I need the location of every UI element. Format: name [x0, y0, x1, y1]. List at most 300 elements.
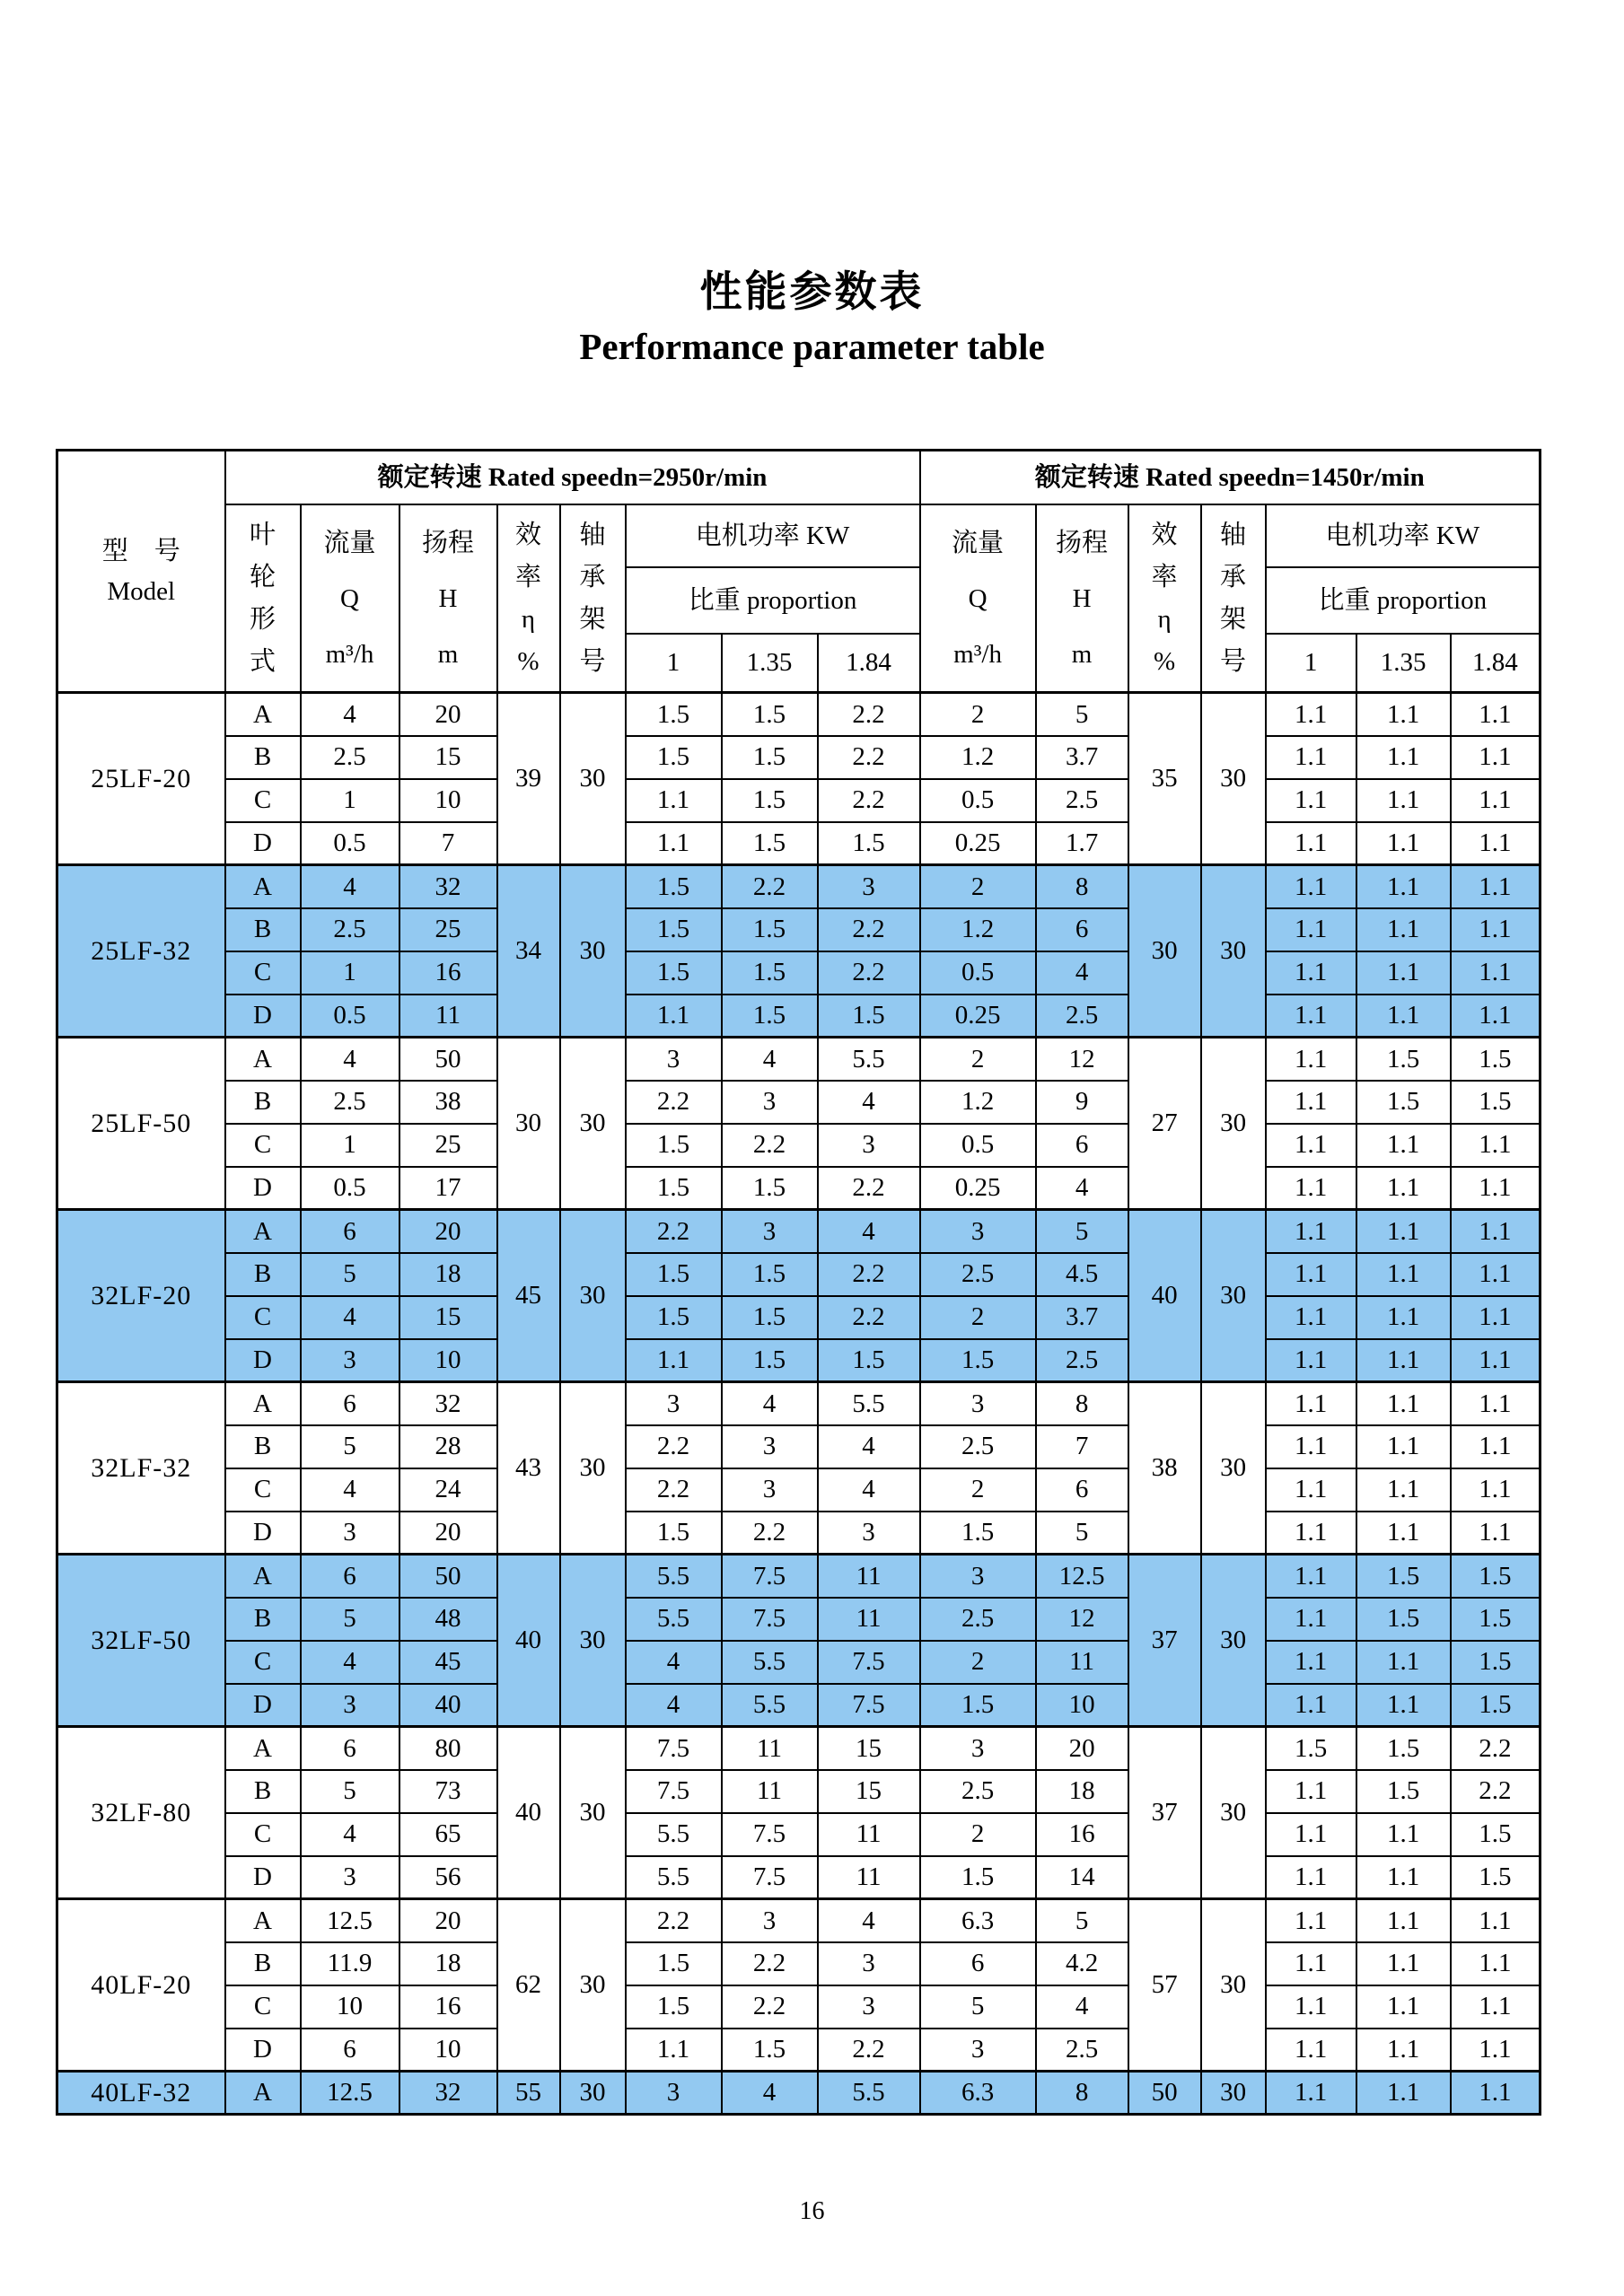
head-1450: 6 [1036, 1124, 1128, 1167]
power-1450-ratio-2: 1.1 [1451, 1167, 1541, 1210]
power-2950-ratio-2: 4 [818, 1081, 920, 1124]
header-flow-1450: 流量 Q m³/h [920, 504, 1036, 693]
power-2950-ratio-0: 1.5 [626, 1167, 722, 1210]
bearing-frame-2950: 30 [560, 1555, 626, 1727]
power-1450-ratio-2: 1.1 [1451, 951, 1541, 995]
efficiency-2950: 30 [497, 1038, 560, 1210]
bearing-frame-1450: 30 [1201, 1038, 1266, 1210]
head-2950: 50 [399, 1555, 497, 1598]
head-2950: 20 [399, 693, 497, 736]
power-1450-ratio-0: 1.1 [1266, 2029, 1356, 2072]
power-2950-ratio-2: 11 [818, 1598, 920, 1641]
head-1450: 4.5 [1036, 1253, 1128, 1296]
flow-2950: 3 [301, 1856, 399, 1899]
flow-1450: 1.5 [920, 1856, 1036, 1899]
flow-1450: 2.5 [920, 1425, 1036, 1468]
flow-2950: 6 [301, 1382, 399, 1425]
power-2950-ratio-1: 7.5 [722, 1555, 818, 1598]
efficiency-1450: 38 [1128, 1382, 1201, 1555]
head-1450: 18 [1036, 1770, 1128, 1813]
flow-1450: 2 [920, 1296, 1036, 1339]
power-1450-ratio-2: 1.1 [1451, 865, 1541, 908]
power-1450-ratio-1: 1.5 [1356, 1598, 1451, 1641]
flow-2950: 3 [301, 1339, 399, 1382]
power-2950-ratio-0: 2.2 [626, 1899, 722, 1942]
bearing-frame-2950: 30 [560, 1210, 626, 1382]
power-2950-ratio-0: 3 [626, 1382, 722, 1425]
table-row [57, 1942, 1541, 1985]
table-row [57, 908, 1541, 951]
power-2950-ratio-1: 2.2 [722, 1942, 818, 1985]
power-1450-ratio-1: 1.1 [1356, 822, 1451, 865]
impeller-type: D [225, 2029, 301, 2072]
flow-1450: 2 [920, 1038, 1036, 1081]
flow-1450: 0.25 [920, 822, 1036, 865]
flow-2950: 10 [301, 1985, 399, 2029]
power-1450-ratio-1: 1.1 [1356, 1684, 1451, 1727]
power-1450-ratio-0: 1.1 [1266, 1856, 1356, 1899]
model-name: 40LF-20 [57, 1899, 225, 2072]
power-2950-ratio-0: 5.5 [626, 1813, 722, 1856]
impeller-type: C [225, 1124, 301, 1167]
power-2950-ratio-0: 1.5 [626, 1942, 722, 1985]
power-1450-ratio-2: 1.1 [1451, 1468, 1541, 1512]
header-group-1450: 额定转速 Rated speedn=1450r/min [920, 451, 1541, 505]
table-row [57, 2072, 1541, 2115]
bearing-frame-1450: 30 [1201, 1899, 1266, 2072]
power-1450-ratio-2: 1.1 [1451, 779, 1541, 822]
power-1450-ratio-0: 1.1 [1266, 1985, 1356, 2029]
efficiency-1450: 50 [1128, 2072, 1201, 2115]
power-2950-ratio-2: 2.2 [818, 693, 920, 736]
table-row [57, 1253, 1541, 1296]
table-row [57, 1124, 1541, 1167]
power-1450-ratio-0: 1.1 [1266, 1813, 1356, 1856]
flow-1450: 0.25 [920, 995, 1036, 1038]
power-1450-ratio-0: 1.5 [1266, 1727, 1356, 1770]
flow-2950: 5 [301, 1598, 399, 1641]
impeller-type: A [225, 1210, 301, 1253]
header-ratio-135-1450: 1.35 [1356, 634, 1451, 693]
head-1450: 8 [1036, 1382, 1128, 1425]
power-1450-ratio-1: 1.1 [1356, 1296, 1451, 1339]
head-2950: 73 [399, 1770, 497, 1813]
power-1450-ratio-2: 1.1 [1451, 1253, 1541, 1296]
efficiency-2950: 45 [497, 1210, 560, 1382]
power-2950-ratio-0: 3 [626, 1038, 722, 1081]
performance-parameter-table [56, 449, 1541, 2116]
power-1450-ratio-2: 1.1 [1451, 1985, 1541, 2029]
power-1450-ratio-2: 1.5 [1451, 1813, 1541, 1856]
table-row [57, 1382, 1541, 1425]
flow-2950: 4 [301, 1641, 399, 1684]
header-ratio-184-1450: 1.84 [1451, 634, 1541, 693]
power-1450-ratio-1: 1.1 [1356, 736, 1451, 779]
power-2950-ratio-1: 4 [722, 1038, 818, 1081]
power-1450-ratio-0: 1.1 [1266, 995, 1356, 1038]
impeller-type: D [225, 995, 301, 1038]
power-1450-ratio-2: 1.1 [1451, 1339, 1541, 1382]
impeller-type: D [225, 1512, 301, 1555]
power-1450-ratio-0: 1.1 [1266, 2072, 1356, 2115]
bearing-frame-1450: 30 [1201, 1727, 1266, 1899]
power-2950-ratio-2: 7.5 [818, 1684, 920, 1727]
head-2950: 48 [399, 1598, 497, 1641]
power-2950-ratio-1: 1.5 [722, 693, 818, 736]
flow-2950: 4 [301, 1038, 399, 1081]
power-2950-ratio-0: 5.5 [626, 1598, 722, 1641]
table-row [57, 1081, 1541, 1124]
head-2950: 25 [399, 908, 497, 951]
table-row [57, 951, 1541, 995]
power-1450-ratio-2: 1.1 [1451, 1210, 1541, 1253]
head-2950: 10 [399, 779, 497, 822]
power-2950-ratio-1: 1.5 [722, 736, 818, 779]
header-ratio-1-2950: 1 [626, 634, 722, 693]
power-2950-ratio-0: 1.5 [626, 908, 722, 951]
power-1450-ratio-1: 1.5 [1356, 1770, 1451, 1813]
efficiency-1450: 27 [1128, 1038, 1201, 1210]
power-1450-ratio-1: 1.1 [1356, 908, 1451, 951]
header-head-2950: 扬程 H m [399, 504, 497, 693]
head-1450: 5 [1036, 1210, 1128, 1253]
power-1450-ratio-2: 1.1 [1451, 908, 1541, 951]
flow-2950: 12.5 [301, 1899, 399, 1942]
page-title-english: Performance parameter table [579, 326, 1045, 367]
head-1450: 4.2 [1036, 1942, 1128, 1985]
flow-1450: 6.3 [920, 2072, 1036, 2115]
model-name: 32LF-20 [57, 1210, 225, 1382]
power-2950-ratio-0: 2.2 [626, 1468, 722, 1512]
head-1450: 4 [1036, 1985, 1128, 2029]
power-2950-ratio-2: 3 [818, 1985, 920, 2029]
flow-2950: 6 [301, 1555, 399, 1598]
impeller-type: C [225, 1296, 301, 1339]
power-1450-ratio-2: 1.1 [1451, 693, 1541, 736]
flow-2950: 12.5 [301, 2072, 399, 2115]
flow-1450: 1.2 [920, 908, 1036, 951]
efficiency-2950: 43 [497, 1382, 560, 1555]
power-2950-ratio-1: 11 [722, 1727, 818, 1770]
impeller-type: B [225, 1942, 301, 1985]
head-1450: 1.7 [1036, 822, 1128, 865]
model-name: 40LF-32 [57, 2072, 225, 2115]
bearing-frame-2950: 30 [560, 1382, 626, 1555]
flow-2950: 4 [301, 1813, 399, 1856]
power-1450-ratio-0: 1.1 [1266, 1167, 1356, 1210]
power-2950-ratio-0: 1.1 [626, 2029, 722, 2072]
impeller-type: D [225, 1339, 301, 1382]
power-1450-ratio-1: 1.1 [1356, 1856, 1451, 1899]
power-1450-ratio-2: 2.2 [1451, 1727, 1541, 1770]
power-1450-ratio-1: 1.1 [1356, 779, 1451, 822]
table-row [57, 2029, 1541, 2072]
power-2950-ratio-1: 2.2 [722, 865, 818, 908]
flow-1450: 3 [920, 1555, 1036, 1598]
impeller-type: D [225, 1684, 301, 1727]
header-motor-power-2950: 电机功率 KW [626, 504, 920, 567]
head-1450: 6 [1036, 1468, 1128, 1512]
power-1450-ratio-0: 1.1 [1266, 1512, 1356, 1555]
flow-1450: 2 [920, 1641, 1036, 1684]
flow-1450: 0.25 [920, 1167, 1036, 1210]
efficiency-2950: 55 [497, 2072, 560, 2115]
flow-2950: 3 [301, 1512, 399, 1555]
power-1450-ratio-1: 1.1 [1356, 1641, 1451, 1684]
power-2950-ratio-0: 2.2 [626, 1081, 722, 1124]
power-2950-ratio-0: 2.2 [626, 1425, 722, 1468]
bearing-frame-2950: 30 [560, 1899, 626, 2072]
head-1450: 12 [1036, 1598, 1128, 1641]
power-1450-ratio-1: 1.1 [1356, 1167, 1451, 1210]
power-2950-ratio-2: 3 [818, 1942, 920, 1985]
page-number: 16 [799, 2197, 825, 2225]
head-1450: 2.5 [1036, 995, 1128, 1038]
power-1450-ratio-1: 1.1 [1356, 1382, 1451, 1425]
impeller-type: B [225, 1598, 301, 1641]
power-1450-ratio-0: 1.1 [1266, 779, 1356, 822]
flow-2950: 0.5 [301, 822, 399, 865]
power-2950-ratio-2: 4 [818, 1210, 920, 1253]
power-1450-ratio-1: 1.1 [1356, 1512, 1451, 1555]
impeller-type: C [225, 951, 301, 995]
power-2950-ratio-0: 5.5 [626, 1555, 722, 1598]
efficiency-1450: 37 [1128, 1727, 1201, 1899]
impeller-type: A [225, 1382, 301, 1425]
flow-2950: 1 [301, 1124, 399, 1167]
power-2950-ratio-2: 2.2 [818, 779, 920, 822]
impeller-type: B [225, 1425, 301, 1468]
table-row [57, 1985, 1541, 2029]
head-1450: 12 [1036, 1038, 1128, 1081]
power-2950-ratio-2: 4 [818, 1468, 920, 1512]
flow-2950: 1 [301, 779, 399, 822]
impeller-type: D [225, 822, 301, 865]
head-1450: 2.5 [1036, 779, 1128, 822]
power-2950-ratio-1: 3 [722, 1425, 818, 1468]
head-2950: 11 [399, 995, 497, 1038]
head-2950: 10 [399, 2029, 497, 2072]
impeller-type: A [225, 693, 301, 736]
power-2950-ratio-2: 3 [818, 1124, 920, 1167]
power-2950-ratio-0: 1.5 [626, 1512, 722, 1555]
table-row [57, 1296, 1541, 1339]
power-1450-ratio-2: 1.5 [1451, 1081, 1541, 1124]
power-2950-ratio-1: 1.5 [722, 1339, 818, 1382]
power-1450-ratio-1: 1.1 [1356, 2072, 1451, 2115]
flow-1450: 5 [920, 1985, 1036, 2029]
power-1450-ratio-2: 1.5 [1451, 1641, 1541, 1684]
power-2950-ratio-2: 5.5 [818, 2072, 920, 2115]
power-2950-ratio-1: 1.5 [722, 908, 818, 951]
table-row [57, 1210, 1541, 1253]
power-2950-ratio-0: 5.5 [626, 1856, 722, 1899]
power-2950-ratio-1: 1.5 [722, 1167, 818, 1210]
head-2950: 7 [399, 822, 497, 865]
flow-2950: 2.5 [301, 1081, 399, 1124]
power-2950-ratio-2: 2.2 [818, 1253, 920, 1296]
table-row [57, 1339, 1541, 1382]
power-2950-ratio-1: 4 [722, 2072, 818, 2115]
power-2950-ratio-2: 11 [818, 1555, 920, 1598]
power-1450-ratio-0: 1.1 [1266, 1253, 1356, 1296]
power-1450-ratio-0: 1.1 [1266, 693, 1356, 736]
head-2950: 38 [399, 1081, 497, 1124]
power-1450-ratio-2: 1.5 [1451, 1038, 1541, 1081]
head-2950: 40 [399, 1684, 497, 1727]
impeller-type: B [225, 1081, 301, 1124]
bearing-frame-1450: 30 [1201, 865, 1266, 1038]
head-2950: 16 [399, 1985, 497, 2029]
table-row [57, 1425, 1541, 1468]
model-name: 32LF-80 [57, 1727, 225, 1899]
head-1450: 3.7 [1036, 736, 1128, 779]
power-1450-ratio-1: 1.1 [1356, 1985, 1451, 2029]
power-2950-ratio-2: 4 [818, 1899, 920, 1942]
power-2950-ratio-2: 2.2 [818, 1296, 920, 1339]
power-2950-ratio-0: 2.2 [626, 1210, 722, 1253]
power-2950-ratio-2: 2.2 [818, 1167, 920, 1210]
head-1450: 8 [1036, 865, 1128, 908]
flow-1450: 3 [920, 1382, 1036, 1425]
power-2950-ratio-1: 7.5 [722, 1856, 818, 1899]
power-1450-ratio-0: 1.1 [1266, 1425, 1356, 1468]
flow-2950: 3 [301, 1684, 399, 1727]
bearing-frame-2950: 30 [560, 1038, 626, 1210]
power-1450-ratio-1: 1.1 [1356, 1210, 1451, 1253]
bearing-frame-1450: 30 [1201, 1382, 1266, 1555]
power-2950-ratio-1: 2.2 [722, 1985, 818, 2029]
head-2950: 80 [399, 1727, 497, 1770]
power-1450-ratio-0: 1.1 [1266, 1296, 1356, 1339]
flow-1450: 6.3 [920, 1899, 1036, 1942]
power-2950-ratio-1: 5.5 [722, 1684, 818, 1727]
head-2950: 25 [399, 1124, 497, 1167]
flow-1450: 1.5 [920, 1684, 1036, 1727]
power-2950-ratio-2: 1.5 [818, 1339, 920, 1382]
bearing-frame-1450: 30 [1201, 1555, 1266, 1727]
efficiency-1450: 57 [1128, 1899, 1201, 2072]
header-model [57, 451, 225, 693]
power-1450-ratio-1: 1.5 [1356, 1081, 1451, 1124]
power-2950-ratio-1: 11 [722, 1770, 818, 1813]
flow-1450: 2 [920, 1813, 1036, 1856]
power-2950-ratio-0: 1.1 [626, 1339, 722, 1382]
head-2950: 32 [399, 865, 497, 908]
impeller-type: A [225, 1038, 301, 1081]
power-1450-ratio-1: 1.1 [1356, 995, 1451, 1038]
power-2950-ratio-1: 2.2 [722, 1124, 818, 1167]
efficiency-2950: 40 [497, 1727, 560, 1899]
impeller-type: B [225, 1770, 301, 1813]
power-2950-ratio-0: 1.1 [626, 779, 722, 822]
flow-2950: 6 [301, 2029, 399, 2072]
head-2950: 15 [399, 736, 497, 779]
power-2950-ratio-1: 5.5 [722, 1641, 818, 1684]
flow-1450: 2 [920, 1468, 1036, 1512]
flow-1450: 3 [920, 2029, 1036, 2072]
impeller-type: C [225, 1468, 301, 1512]
head-2950: 45 [399, 1641, 497, 1684]
power-2950-ratio-0: 1.1 [626, 822, 722, 865]
header-proportion-2950: 比重 proportion [626, 567, 920, 634]
power-2950-ratio-1: 3 [722, 1081, 818, 1124]
table-row [57, 1899, 1541, 1942]
power-1450-ratio-0: 1.1 [1266, 1770, 1356, 1813]
header-group-2950: 额定转速 Rated speedn=2950r/min [225, 451, 920, 505]
power-1450-ratio-2: 1.1 [1451, 1382, 1541, 1425]
power-1450-ratio-1: 1.1 [1356, 1468, 1451, 1512]
impeller-type: A [225, 865, 301, 908]
model-name: 32LF-50 [57, 1555, 225, 1727]
efficiency-1450: 40 [1128, 1210, 1201, 1382]
power-2950-ratio-0: 1.5 [626, 1296, 722, 1339]
header-ratio-135-2950: 1.35 [722, 634, 818, 693]
head-2950: 15 [399, 1296, 497, 1339]
power-1450-ratio-1: 1.1 [1356, 865, 1451, 908]
table-row [57, 736, 1541, 779]
power-1450-ratio-0: 1.1 [1266, 736, 1356, 779]
power-2950-ratio-0: 1.1 [626, 995, 722, 1038]
power-1450-ratio-2: 1.1 [1451, 1124, 1541, 1167]
power-1450-ratio-0: 1.1 [1266, 1124, 1356, 1167]
table-row [57, 779, 1541, 822]
power-2950-ratio-1: 1.5 [722, 779, 818, 822]
power-2950-ratio-2: 2.2 [818, 951, 920, 995]
power-2950-ratio-1: 4 [722, 1382, 818, 1425]
flow-1450: 2.5 [920, 1253, 1036, 1296]
table-row [57, 1856, 1541, 1899]
table-row [57, 1038, 1541, 1081]
power-1450-ratio-1: 1.5 [1356, 1555, 1451, 1598]
power-2950-ratio-1: 3 [722, 1468, 818, 1512]
head-1450: 12.5 [1036, 1555, 1128, 1598]
table-row [57, 693, 1541, 736]
header-ratio-184-2950: 1.84 [818, 634, 920, 693]
head-1450: 3.7 [1036, 1296, 1128, 1339]
flow-2950: 4 [301, 865, 399, 908]
bearing-frame-2950: 30 [560, 2072, 626, 2115]
table-row [57, 865, 1541, 908]
power-2950-ratio-1: 1.5 [722, 951, 818, 995]
power-1450-ratio-1: 1.1 [1356, 1339, 1451, 1382]
head-2950: 28 [399, 1425, 497, 1468]
efficiency-2950: 39 [497, 693, 560, 865]
power-2950-ratio-1: 1.5 [722, 1253, 818, 1296]
power-2950-ratio-2: 7.5 [818, 1641, 920, 1684]
power-2950-ratio-2: 3 [818, 1512, 920, 1555]
power-1450-ratio-1: 1.1 [1356, 1899, 1451, 1942]
impeller-type: D [225, 1167, 301, 1210]
header-proportion-1450: 比重 proportion [1266, 567, 1541, 634]
power-1450-ratio-2: 1.5 [1451, 1684, 1541, 1727]
head-2950: 18 [399, 1253, 497, 1296]
power-1450-ratio-0: 1.1 [1266, 1210, 1356, 1253]
flow-1450: 0.5 [920, 951, 1036, 995]
power-2950-ratio-1: 2.2 [722, 1512, 818, 1555]
model-name: 32LF-32 [57, 1382, 225, 1555]
efficiency-1450: 37 [1128, 1555, 1201, 1727]
power-2950-ratio-2: 1.5 [818, 995, 920, 1038]
power-2950-ratio-2: 5.5 [818, 1038, 920, 1081]
table-row [57, 1770, 1541, 1813]
power-1450-ratio-2: 1.1 [1451, 995, 1541, 1038]
header-bearing-1450: 轴 承 架 号 [1201, 504, 1266, 693]
flow-2950: 4 [301, 1296, 399, 1339]
flow-1450: 2.5 [920, 1598, 1036, 1641]
power-2950-ratio-0: 1.5 [626, 693, 722, 736]
flow-1450: 3 [920, 1210, 1036, 1253]
